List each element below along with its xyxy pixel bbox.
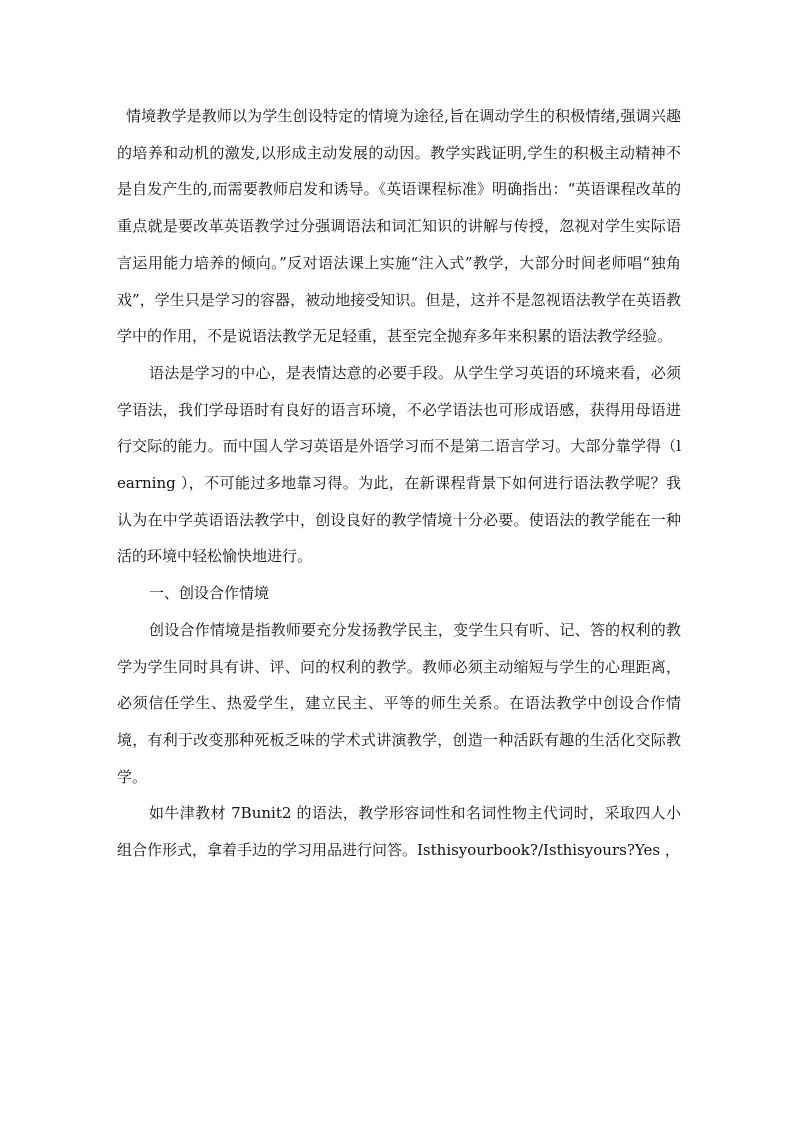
section-heading-cooperation: 一、创设合作情境	[149, 584, 270, 603]
paragraph-example: 如牛津教材 7Bunit2 的语法，教学形容词性和名词性物主代词时，采取四人小组合作形式，拿着手边的学习用品进行问答。Isthisyourbook?/Isthisyours?Yes ，	[117, 804, 681, 860]
paragraph-cooperation: 创设合作情境是指教师要充分发扬教学民主，变学生只有听、记、答的权利的教学为学生同时具有讲、评、问的权利的教学。教师必须主动缩短与学生的心理距离，必须信任学生、热爱学生，建立民主、平等的师生关系。在语法教学中创设合作情境，有利于改变那种死板乏味的学术式讲演教学，创造一种活跃有趣的生活化交际教学。	[117, 620, 681, 786]
document-body	[117, 98, 681, 869]
paragraph-grammar: 语法是学习的中心，是表情达意的必要手段。从学生学习英语的环境来看，必须学语法，我们学母语时有良好的语言环境，不必学语法也可形成语感，获得用母语进行交际的能力。而中国人学习英语是外语学习而不是第二语言学习。大部分靠学得（learning ），不可能过多地靠习得。为此，在新课程背景下如何进行语法教学呢？我认为在中学英语语法教学中，创设良好的教学情境十分必要。使语法的教学能在一种活的环境中轻松愉快地进行。	[117, 363, 681, 566]
paragraph-intro: 情境教学是教师以为学生创设特定的情境为途径,旨在调动学生的积极情绪,强调兴趣的培养和动机的激发,以形成主动发展的动因。教学实践证明,学生的积极主动精神不是自发产生的,而需要教师启发和诱导。《英语课程标准》明确指出：“英语课程改革的重点就是要改革英语教学过分强调语法和词汇知识的讲解与传授，忽视对学生实际语言运用能力培养的倾向。”反对语法课上实施“注入式”教学，大部分时间老师唱“独角戏”，学生只是学习的容器，被动地接受知识。但是，这并不是忽视语法教学在英语教学中的作用，不是说语法教学无足轻重，甚至完全抛弃多年来积累的语法教学经验。	[117, 107, 681, 346]
